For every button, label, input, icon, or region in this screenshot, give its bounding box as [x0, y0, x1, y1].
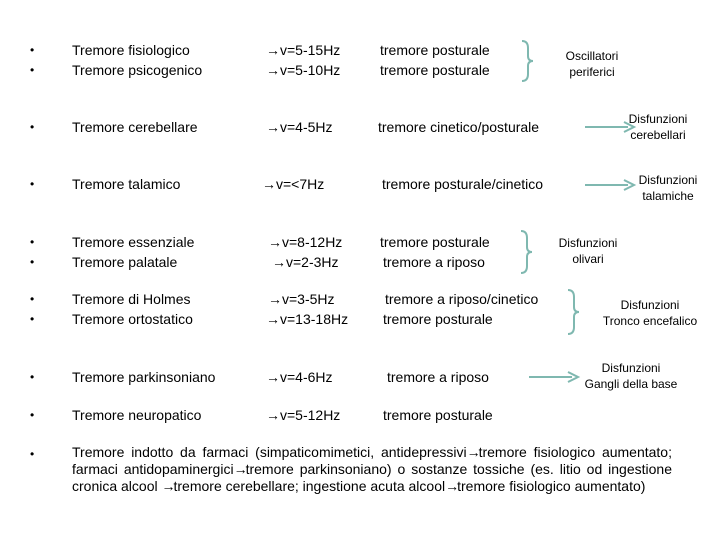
arrow-icon: → — [266, 369, 280, 385]
tremor-kind: tremore a riposo/cinetico — [385, 291, 539, 307]
note-line: Disfunzioni — [628, 112, 688, 126]
note-line: olivari — [572, 252, 604, 266]
arrow-icon: → — [466, 444, 481, 460]
tremor-type: Tremore essenziale — [72, 234, 195, 250]
frequency-value: v=5-12Hz — [280, 407, 341, 423]
bullet: • — [30, 255, 35, 269]
tremor-kind: tremore posturale/cinetico — [382, 176, 544, 192]
frequency — [268, 289, 335, 309]
arrow-icon: → — [272, 254, 286, 270]
frequency — [266, 309, 348, 329]
note-disfunzioni-gangli-della-base — [572, 360, 690, 392]
note-line: Disfunzioni — [601, 361, 661, 375]
note-line: Disfunzioni — [638, 173, 698, 187]
arrow-icon: → — [262, 176, 276, 192]
bullet: • — [30, 63, 35, 77]
bullet: • — [30, 370, 35, 384]
tremor-kind: tremore posturale — [380, 234, 490, 250]
frequency — [266, 60, 340, 80]
tremor-kind: tremore a riposo — [387, 369, 489, 385]
frequency-value: v=13-18Hz — [280, 311, 349, 327]
note-disfunzioni-cerebellari — [618, 111, 698, 143]
brace-icon — [520, 40, 534, 82]
para-text: tremore fisiologico aumentato; farmaci antidopaminergici — [72, 444, 672, 477]
tremor-type: Tremore fisiologico — [72, 42, 190, 58]
tremor-kind: tremore a riposo — [383, 254, 485, 270]
note-disfunzioni-talamiche — [628, 172, 708, 204]
bullet: • — [30, 235, 35, 249]
tremor-type: Tremore parkinsoniano — [72, 369, 216, 385]
brace-icon — [519, 230, 533, 274]
arrow-icon: → — [266, 42, 280, 58]
frequency-value: v=<7Hz — [276, 176, 325, 192]
tremor-kind: tremore cinetico/posturale — [378, 119, 540, 135]
note-line: cerebellari — [630, 128, 686, 142]
frequency-value: v=5-10Hz — [280, 62, 341, 78]
para-text: tremore fisiologico aumentato) — [457, 478, 646, 494]
tremor-type: Tremore psicogenico — [72, 62, 203, 78]
bullet: • — [30, 43, 35, 57]
arrow-icon: → — [266, 311, 280, 327]
note-disfunzioni-tronco-encefalico — [592, 297, 708, 329]
note-line: Tronco encefalico — [602, 314, 698, 328]
arrow-icon: → — [268, 291, 282, 307]
bullet: • — [30, 177, 35, 191]
note-line: Oscillatori — [565, 49, 619, 63]
bullet: • — [30, 408, 35, 422]
frequency — [272, 252, 339, 272]
bullet: • — [30, 120, 35, 134]
frequency-value: v=8-12Hz — [282, 234, 343, 250]
arrow-icon: → — [266, 62, 280, 78]
bullet: • — [30, 447, 35, 461]
tremor-kind: tremore posturale — [380, 62, 490, 78]
bullet: • — [30, 292, 35, 306]
arrow-icon: → — [233, 461, 248, 477]
frequency-value: v=5-15Hz — [280, 42, 341, 58]
arrow-icon: → — [266, 119, 280, 135]
note-oscillatori-periferici — [552, 48, 632, 80]
tremor-kind: tremore posturale — [383, 311, 493, 327]
tremor-kind: tremore posturale — [383, 407, 493, 423]
tremor-type: Tremore neuropatico — [72, 407, 202, 423]
para-text: tremore cerebellare; ingestione acuta alcool — [173, 478, 446, 494]
drug-induced-tremor-paragraph — [72, 444, 672, 495]
frequency — [268, 232, 342, 252]
frequency — [266, 117, 333, 137]
bullet: • — [30, 312, 35, 326]
para-text: tremore parkinsoniano) o sostanze tossiche (es. litio od ingestione cronica alcool — [72, 461, 672, 494]
brace-icon — [566, 289, 580, 335]
para-text: Tremore indotto da farmaci (simpaticomimetici, antidepressivi — [72, 444, 467, 460]
arrow-icon: → — [161, 478, 176, 494]
note-line: talamiche — [642, 189, 694, 203]
arrow-icon: → — [268, 234, 282, 250]
note-disfunzioni-olivari — [548, 235, 628, 267]
frequency — [262, 174, 324, 194]
frequency-value: v=2-3Hz — [286, 254, 339, 270]
arrow-icon: → — [445, 478, 460, 494]
tremor-type: Tremore talamico — [72, 176, 181, 192]
note-line: periferici — [569, 65, 615, 79]
tremor-type: Tremore di Holmes — [72, 291, 191, 307]
note-line: Gangli della base — [584, 377, 678, 391]
tremor-type: Tremore palatale — [72, 254, 178, 270]
frequency — [266, 40, 340, 60]
note-line: Disfunzioni — [620, 298, 680, 312]
tremor-kind: tremore posturale — [380, 42, 490, 58]
frequency — [266, 367, 333, 387]
frequency-value: v=4-5Hz — [280, 119, 333, 135]
frequency-value: v=4-6Hz — [280, 369, 333, 385]
note-line: Disfunzioni — [558, 236, 618, 250]
arrow-icon: → — [266, 407, 280, 423]
frequency-value: v=3-5Hz — [282, 291, 335, 307]
tremor-type: Tremore ortostatico — [72, 311, 193, 327]
frequency — [266, 405, 340, 425]
tremor-type: Tremore cerebellare — [72, 119, 198, 135]
